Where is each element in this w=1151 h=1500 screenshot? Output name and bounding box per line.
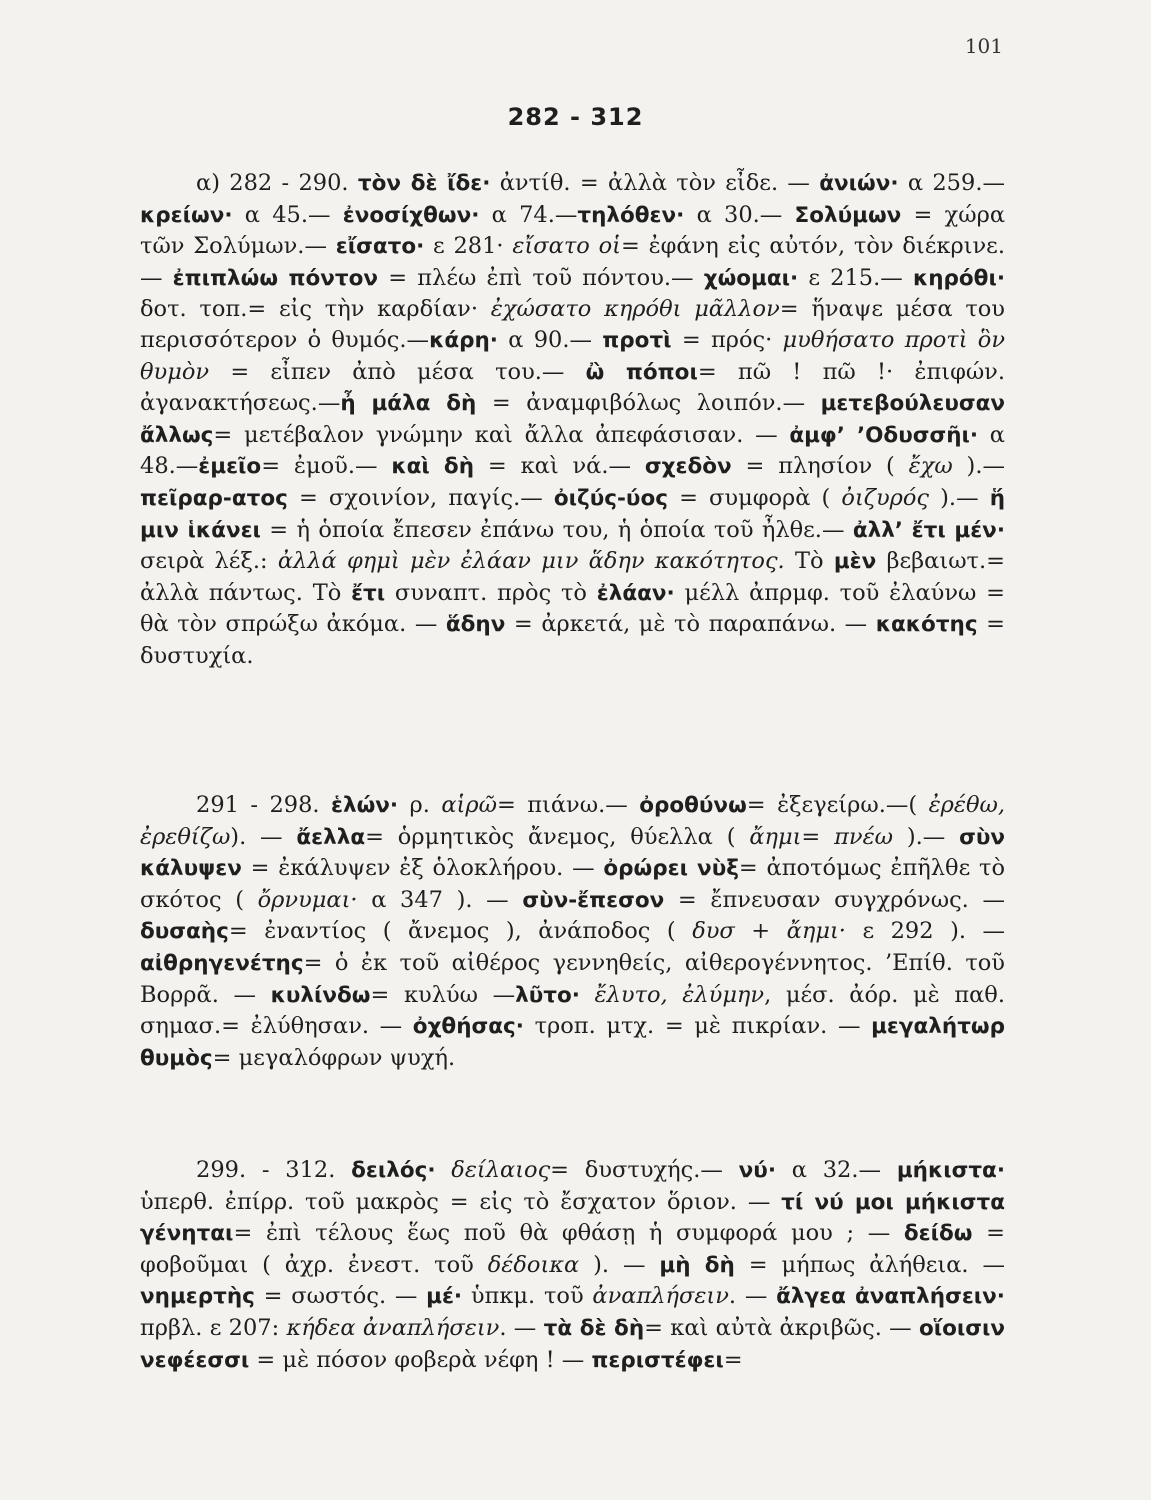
gloss-text: α 45.— <box>232 201 343 228</box>
gloss-text: = ἐκάλυψεν ἐξ ὁλοκλήρου. — <box>241 855 604 882</box>
gloss-text: ε 215.— <box>798 264 913 291</box>
citation: ἀναπλήσειν <box>592 1283 729 1310</box>
lemma: ὀχθήσας· <box>412 1014 524 1040</box>
gloss-text: = ἐναντίος ( ἄνεμος ), ἀνάποδος ( <box>228 918 693 945</box>
gloss-text: = ἐξεγείρω.—( <box>746 792 929 818</box>
lemma: ἑλών· <box>331 793 399 818</box>
gloss-text: α 74.— <box>479 201 578 228</box>
gloss-text: = ἀναμφιβόλως λοιπόν.— <box>476 390 821 417</box>
lemma: ὢ πόποι <box>585 359 698 385</box>
gloss-text: = σχοινίον, παγίς.— <box>287 484 554 511</box>
gloss-text: = ὁρμητικὸς ἄνεμος, θύελλα ( <box>365 823 750 850</box>
lemma: μεγαλήτωρ θυμὸς <box>140 1014 1005 1071</box>
gloss-text: ε 281· <box>424 233 513 260</box>
lemma: τί νύ μοι μήκιστα γένηται <box>140 1189 1005 1247</box>
lemma: σχεδὸν <box>644 454 732 480</box>
lemma: Σολύμων <box>794 202 902 228</box>
lemma: ἐπιπλώω πόντον <box>172 265 379 291</box>
citation: ἔλυτο, ἐλύμην <box>594 981 765 1008</box>
gloss-text: = μήπως ἀλήθεια. — <box>734 1251 1005 1278</box>
lemma: ἦ μάλα δὴ <box>340 391 477 417</box>
lemma: κακότης <box>875 612 978 638</box>
gloss-text: = ὁ ἐκ τοῦ αἰθέρος γεννηθείς, αἰθερογέννητος. ’Επίθ. τοῦ Βορρᾶ. — <box>140 949 1005 1008</box>
gloss-text: α 30.— <box>684 201 795 228</box>
citation: κήδεα ἀναπλήσειν <box>286 1314 500 1341</box>
gloss-text: ὑπερθ. ἐπίρρ. τοῦ μακρὸς = εἰς τὸ ἔσχατον ὅριον. — <box>140 1188 782 1215</box>
citation: ἐρέθω, ἐρεθίζω <box>140 792 1005 850</box>
gloss-text: = πλέω ἐπὶ τοῦ πόντου.— <box>378 264 704 291</box>
commentary-block <box>140 168 1005 672</box>
lemma: μετεβούλευσαν ἄλλως <box>140 391 1006 448</box>
gloss-text: = μὲ πόσον φοβερὰ νέφη ! — <box>249 1346 592 1373</box>
lemma: ὀρώρει νὺξ <box>603 856 739 882</box>
gloss-text: = καὶ αὐτὰ ἀκριβῶς. — <box>644 1314 919 1341</box>
gloss-text: πρβλ. ε 207: <box>140 1314 287 1341</box>
lemma: κάρη· <box>429 327 498 353</box>
lemma: δειλός· <box>351 1158 436 1183</box>
gloss-text: = συμφορὰ ( <box>667 484 842 511</box>
lemma: πεῖραρ-ατος <box>140 485 288 511</box>
lemma: ἄελλα <box>296 824 366 850</box>
lemma: μήκιστα· <box>896 1158 1005 1183</box>
gloss-text: α) 282 - 290. <box>196 170 358 196</box>
lemma: ἐλάαν· <box>596 580 675 606</box>
gloss-text: = μετέβαλον γνώμην καὶ ἄλλα ἀπεφάσισαν. — <box>213 421 790 448</box>
lemma: ἀλλ’ ἔτι μέν· <box>852 517 1005 543</box>
lemma: οἵοισιν νεφέεσσι <box>140 1315 1006 1373</box>
gloss-text: α 48.— <box>140 421 1005 480</box>
citation: δυσ + ἄημι· <box>692 918 846 945</box>
lemma: ὀροθύνω <box>639 793 747 818</box>
lemma: κηρόθι· <box>912 265 1005 291</box>
lemma: ἐμεῖο <box>198 454 262 480</box>
gloss-text: = μεγαλόφρων ψυχή. <box>212 1044 456 1071</box>
lemma: ἄλγεα ἀναπλήσειν· <box>776 1284 1005 1310</box>
lemma: τηλόθεν· <box>577 202 685 228</box>
gloss-text: = πιάνω.— <box>496 792 640 818</box>
lemma: ὀιζύς-ύος <box>553 485 668 511</box>
lemma: εἴσατο· <box>335 234 425 260</box>
lemma: δείδω <box>903 1221 973 1247</box>
gloss-text: = εἶπεν ἀπὸ μέσα του.— <box>209 358 586 385</box>
lemma: κυλίνδω <box>270 982 371 1008</box>
gloss-text: = ἀρκετά, μὲ τὸ παραπάνω. — <box>505 611 876 638</box>
lemma: μὲν <box>833 549 877 575</box>
commentary-block <box>140 790 1005 1074</box>
gloss-text: δοτ. τοπ.= εἰς τὴν καρδίαν· <box>140 296 491 323</box>
gloss-text: ε 292 ). — <box>845 918 1006 945</box>
gloss-text: βεβαιωτ.= ἀλλὰ πάντως. Τὸ <box>140 548 1006 606</box>
gloss-text: = πῶ ! πῶ !· ἐπιφών. ἀγανακτήσεως.— <box>140 358 1006 417</box>
citation: ἄημι= πνέω <box>749 823 893 850</box>
gloss-text: = σωστός. — <box>254 1283 427 1310</box>
gloss-text: α 259.— <box>898 170 1005 196</box>
gloss-text: ).— <box>929 484 990 511</box>
commentary-block <box>140 1155 1005 1376</box>
citation: ἔχω <box>908 453 953 480</box>
paragraph <box>140 1155 1005 1376</box>
citation: δείλαιος <box>435 1157 551 1183</box>
lemma: καὶ δὴ <box>391 454 475 480</box>
gloss-text: , μέσ. ἀόρ. μὲ παθ. σημασ.= ἐλύθησαν. — <box>140 981 1006 1040</box>
lemma: χώομαι· <box>703 265 799 291</box>
section-heading: 282 - 312 <box>507 103 644 131</box>
lemma: ἐνοσίχθων· <box>342 202 480 228</box>
gloss-text: = ἐμοῦ.— <box>261 453 392 480</box>
lemma: περιστέφει <box>591 1347 724 1373</box>
gloss-text <box>580 982 595 1008</box>
gloss-text: = δυστυχής.— <box>550 1157 739 1183</box>
page-number: 101 <box>964 34 1003 58</box>
gloss-text: = χώρα τῶν Σολύμων.— <box>140 201 1006 260</box>
lemma: ἀνιών· <box>819 171 899 196</box>
gloss-text: συναπτ. πρὸς τὸ <box>385 579 597 606</box>
gloss-text: Τὸ <box>784 548 834 575</box>
gloss-text: = ἀποτόμως ἐπῆλθε τὸ σκότος ( <box>140 855 1005 913</box>
citation: μυθήσατο προτὶ ὃν θυμὸν <box>140 326 1006 385</box>
gloss-text: ). — <box>579 1251 660 1278</box>
gloss-text: 299. - 312. <box>196 1157 352 1183</box>
gloss-text: = <box>723 1346 743 1373</box>
lemma: ἅδην <box>445 612 506 638</box>
gloss-text: = δυστυχία. <box>140 611 1006 669</box>
citation: ἀλλά φημὶ μὲν ἐλάαν μιν ἅδην κακότητος. <box>277 548 785 575</box>
gloss-text: = ἔπνευσαν συγχρόνως. — <box>664 886 1005 913</box>
gloss-text: ).— <box>952 453 1005 480</box>
gloss-text: ἀντίθ. = ἀλλὰ τὸν εἶδε. — <box>490 170 820 196</box>
gloss-text: ρ. <box>398 792 442 818</box>
gloss-text: α 347 ). — <box>357 886 523 913</box>
lemma: δυσαὴς <box>140 919 229 945</box>
citation: ὄρνυμαι· <box>257 886 358 913</box>
lemma: προτὶ <box>602 327 672 353</box>
lemma: νημερτὴς <box>140 1284 255 1310</box>
gloss-text: α 32.— <box>776 1157 897 1183</box>
gloss-text: = ἡ ὁποία ἔπεσεν ἐπάνω του, ἡ ὁποία τοῦ ἦλθε.— <box>260 516 853 543</box>
lemma: αἰθρηγενέτης <box>140 950 304 976</box>
citation: εἴσατο οἱ <box>512 233 621 260</box>
lemma: λῦτο· <box>515 982 580 1008</box>
lemma: τὰ δὲ δὴ <box>543 1315 645 1341</box>
gloss-text: ). — <box>230 823 297 850</box>
lemma: μὴ δὴ <box>659 1252 735 1278</box>
citation: αἱρῶ <box>441 792 497 818</box>
lemma: σὺν-ἔπεσον <box>522 887 665 913</box>
citation: ὀιζυρός <box>841 484 930 511</box>
lemma: νύ· <box>738 1158 776 1183</box>
gloss-text: = ἐφάνη εἰς αὐτόν, τὸν διέκρινε.— <box>140 233 1005 291</box>
gloss-text: = ἐπὶ τέλους ἕως ποῦ θὰ φθάσῃ ἡ συμφορά μου ; — <box>233 1220 904 1247</box>
gloss-text: = πρός· <box>671 326 783 353</box>
lemma: σὺν κάλυψεν <box>140 824 1006 882</box>
gloss-text: σειρὰ λέξ.: <box>140 548 278 575</box>
gloss-text: = κυλύω — <box>370 981 516 1008</box>
citation: δέδοικα <box>487 1251 580 1278</box>
lemma: μέ· <box>426 1284 463 1310</box>
gloss-text: = πλησίον ( <box>731 453 909 480</box>
paragraph <box>140 790 1005 1074</box>
gloss-text: . — <box>499 1314 544 1341</box>
lemma: ἥ μιν ἱκάνει <box>140 485 1006 543</box>
citation: ἐχώσατο κηρόθι μᾶλλον <box>490 296 780 323</box>
gloss-text: τροπ. μτχ. = μὲ πικρίαν. — <box>523 1013 872 1040</box>
gloss-text: μέλλ ἀπρμφ. τοῦ ἐλαύνω = θὰ τὸν σπρώξω ἀκόμα. — <box>140 579 1005 638</box>
gloss-text: = φοβοῦμαι ( ἀχρ. ἐνεστ. τοῦ <box>140 1220 1005 1278</box>
gloss-text: = καὶ νά.— <box>474 453 645 480</box>
gloss-text: 291 - 298. <box>196 792 331 818</box>
lemma: τὸν δὲ ἴδε· <box>357 171 491 196</box>
paragraph <box>140 168 1005 672</box>
lemma: κρείων· <box>140 202 233 228</box>
lemma: ἔτι <box>351 580 386 606</box>
gloss-text: ).— <box>893 823 960 850</box>
lemma: ἀμφ’ ’Οδυσσῆι· <box>789 422 979 448</box>
gloss-text: ὑπκμ. τοῦ <box>462 1283 593 1310</box>
gloss-text: = ἥναψε μέσα του περισσότερον ὁ θυμός.— <box>140 296 1005 353</box>
gloss-text: . — <box>728 1283 777 1310</box>
gloss-text: α 90.— <box>497 326 603 353</box>
